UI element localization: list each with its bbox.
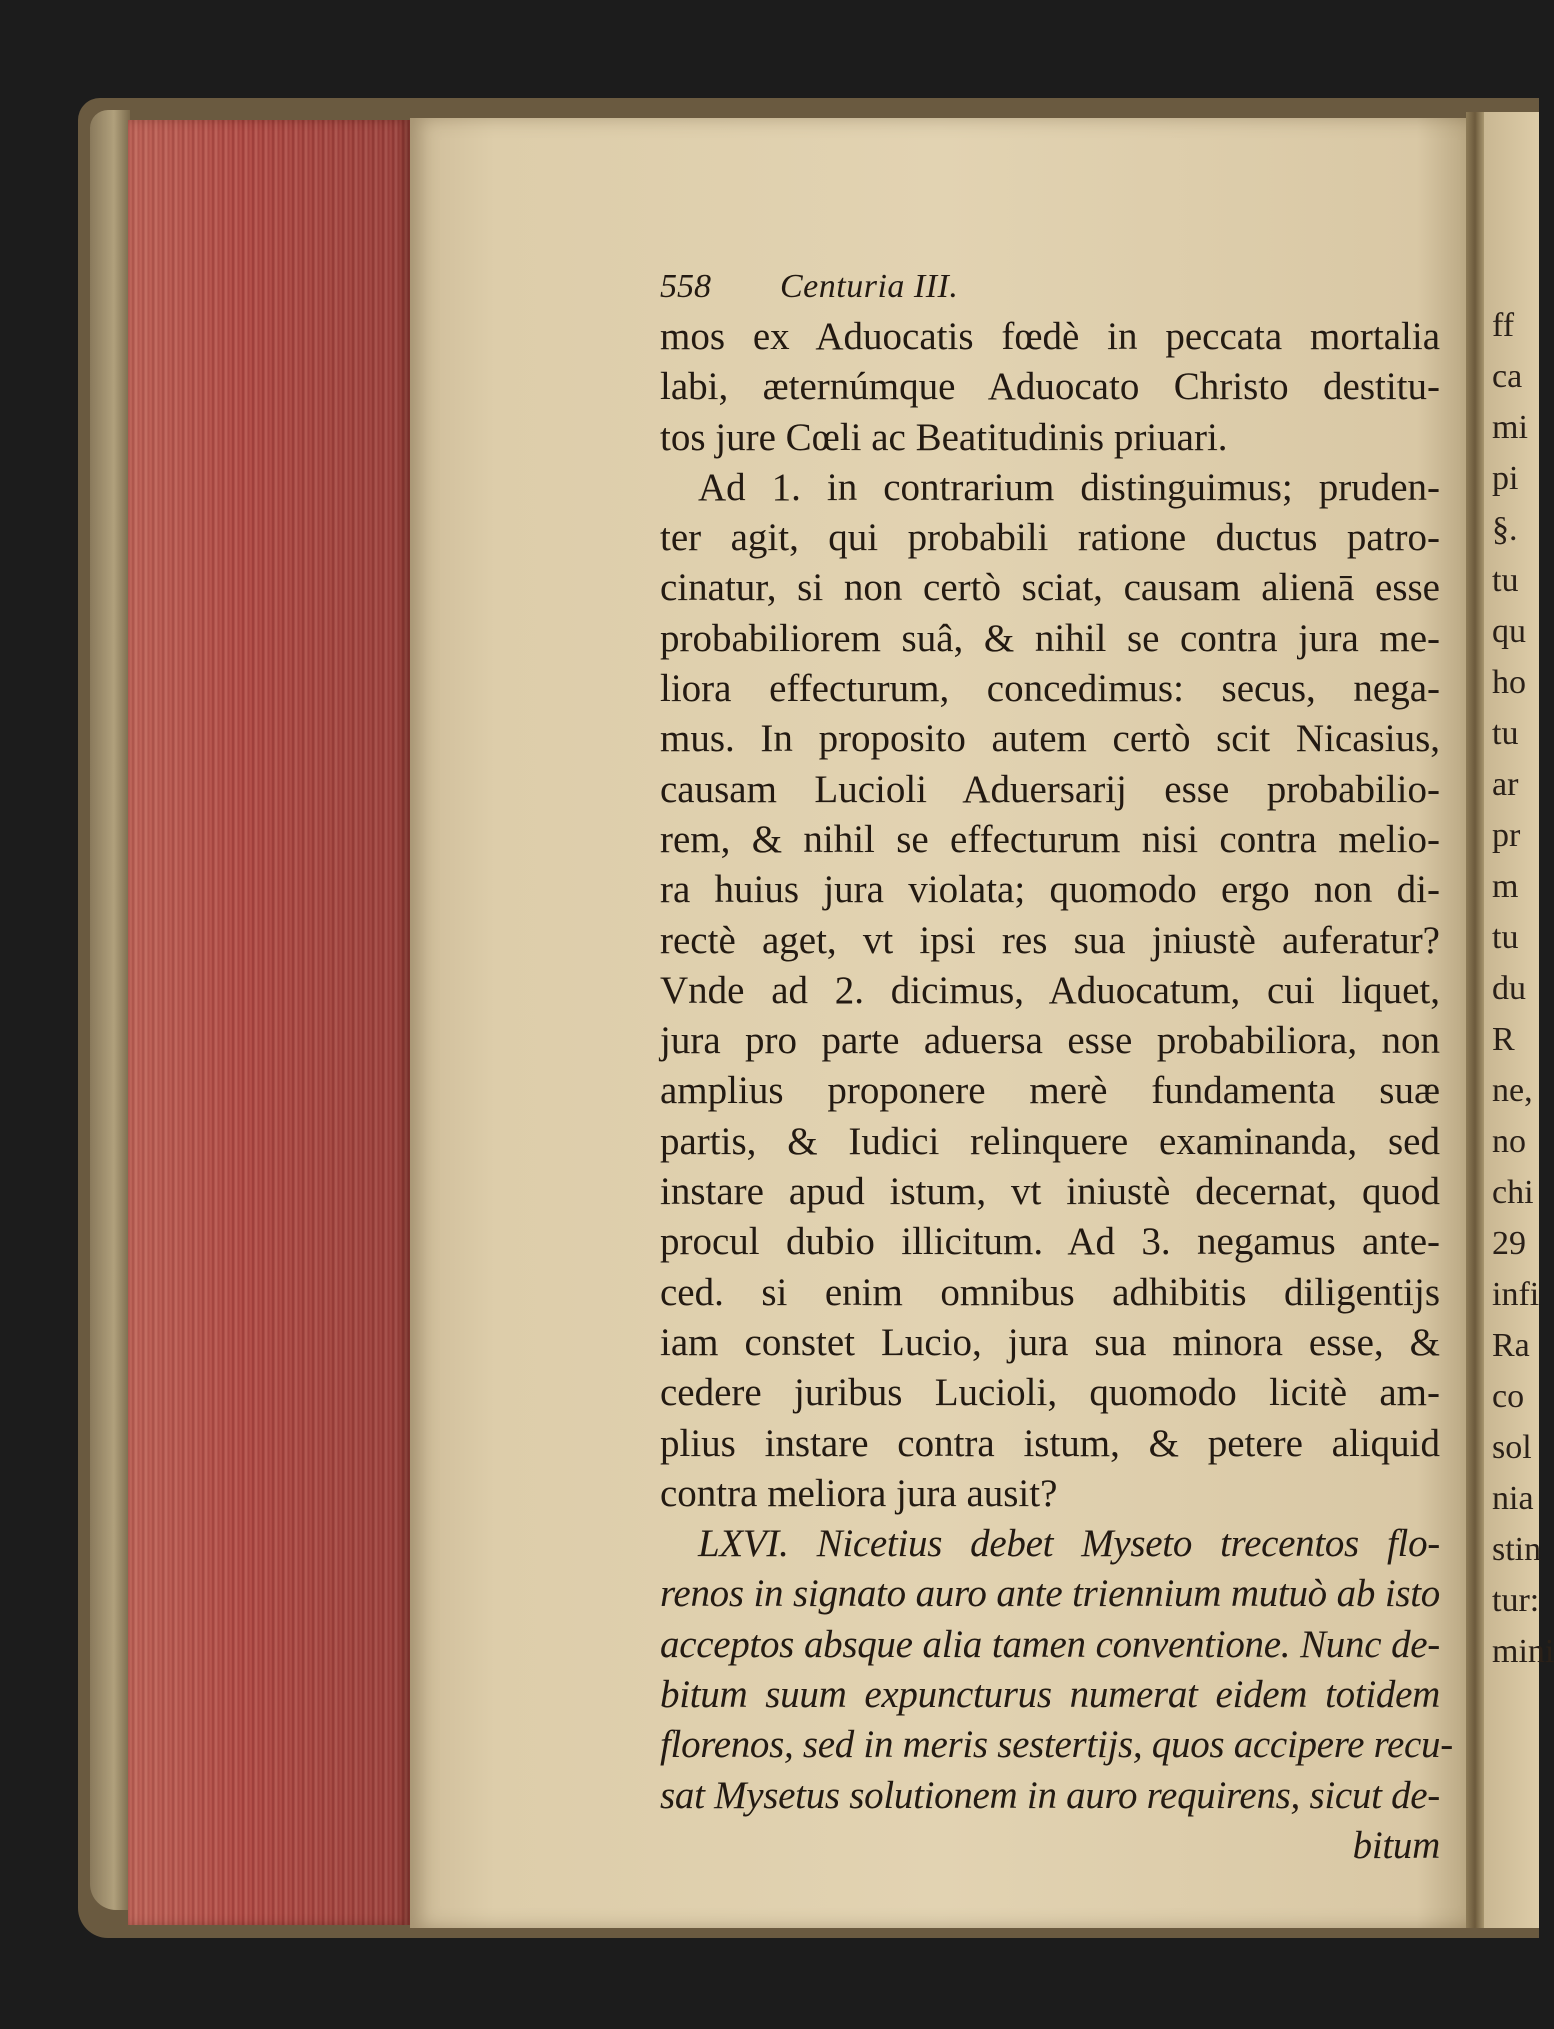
right-page-fragment: no bbox=[1492, 1123, 1526, 1160]
text-line: rem, & nihil se effecturum nisi contra melio- bbox=[660, 817, 1440, 861]
text-line: amplius proponere merè fundamenta suæ bbox=[660, 1069, 1440, 1113]
right-page-fragment: mini bbox=[1492, 1633, 1554, 1670]
right-page-fragment: ca bbox=[1492, 358, 1523, 395]
text-line: rectè aget, vt ipsi res sua jniustè auferatur? bbox=[660, 918, 1440, 962]
text-line: mus. In proposito autem certò scit Nicasius, bbox=[660, 717, 1440, 761]
text-line: plius instare contra istum, & petere aliquid bbox=[660, 1421, 1440, 1465]
text-line: florenos, sed in meris sestertijs, quos accipere recu- bbox=[660, 1723, 1453, 1767]
page-number: 558 bbox=[660, 267, 711, 305]
right-page-fragment: sol bbox=[1492, 1429, 1532, 1466]
page-header bbox=[660, 258, 1440, 312]
text-line: causam Lucioli Aduersarij esse probabilio- bbox=[660, 767, 1440, 811]
text-line: iam constet Lucio, jura sua minora esse, & bbox=[660, 1320, 1440, 1364]
right-page-fragment: pr bbox=[1492, 817, 1521, 854]
right-page-fragment: chi bbox=[1492, 1174, 1534, 1211]
right-page-fragment: ar bbox=[1492, 766, 1519, 803]
text-line: partis, & Iudici relinquere examinanda, sed bbox=[660, 1119, 1440, 1163]
text-line: ra huius jura violata; quomodo ergo non di- bbox=[660, 868, 1440, 912]
text-line: instare apud istum, vt iniustè decernat, quod bbox=[660, 1170, 1440, 1214]
page-text-block bbox=[660, 258, 1453, 1871]
right-page-fragment: qu bbox=[1492, 613, 1526, 650]
text-line: probabiliorem suâ, & nihil se contra jura me- bbox=[660, 616, 1440, 660]
cover-spine-edge bbox=[90, 110, 130, 1910]
text-line: cedere juribus Lucioli, quomodo licitè am- bbox=[660, 1371, 1440, 1415]
page-fore-edge bbox=[128, 120, 410, 1925]
body-lines bbox=[660, 312, 1453, 1871]
text-line: sat Mysetus solutionem in auro requirens, sicut de- bbox=[660, 1773, 1440, 1817]
right-page-fragment: ho bbox=[1492, 664, 1526, 701]
right-page-fragment: co bbox=[1492, 1378, 1525, 1415]
text-line: Vnde ad 2. dicimus, Aduocatum, cui liquet, bbox=[660, 968, 1440, 1012]
running-title: Centuria III. bbox=[780, 267, 959, 305]
text-line: ced. si enim omnibus adhibitis diligentijs bbox=[660, 1270, 1440, 1314]
text-line: labi, æternúmque Aduocato Christo destitu- bbox=[660, 365, 1440, 409]
right-page-fragments bbox=[1492, 300, 1554, 1677]
right-page-fragment: infi bbox=[1492, 1276, 1540, 1313]
right-page-fragment: ff bbox=[1492, 307, 1515, 344]
book-gutter bbox=[1466, 112, 1484, 1928]
right-page-fragment: §. bbox=[1492, 511, 1518, 548]
right-page-fragment: 29 bbox=[1492, 1225, 1526, 1262]
right-page-fragment: tu bbox=[1492, 715, 1519, 752]
right-page-fragment: R bbox=[1492, 1021, 1515, 1058]
text-line: procul dubio illicitum. Ad 3. negamus ante- bbox=[660, 1220, 1440, 1264]
text-line: Ad 1. in contrarium distinguimus; pruden- bbox=[698, 465, 1440, 509]
right-page-fragment: ne, bbox=[1492, 1072, 1533, 1109]
right-page-fragment: tu bbox=[1492, 562, 1519, 599]
right-page-fragment: tu bbox=[1492, 919, 1519, 956]
right-page-fragment: stin bbox=[1492, 1531, 1542, 1568]
text-line: bitum bbox=[1352, 1823, 1440, 1867]
text-line: bitum suum expuncturus numerat eidem totidem bbox=[660, 1673, 1440, 1717]
text-line: acceptos absque alia tamen conventione. Nunc de- bbox=[660, 1622, 1440, 1666]
text-line: renos in signato auro ante triennium mutuò ab isto bbox=[660, 1572, 1440, 1616]
right-page-fragment: m bbox=[1492, 868, 1519, 905]
right-page-fragment: pi bbox=[1492, 460, 1519, 497]
text-line: mos ex Aduocatis fœdè in peccata mortalia bbox=[660, 315, 1440, 358]
right-page-fragment: tur: bbox=[1492, 1582, 1540, 1619]
right-page-fragment: du bbox=[1492, 970, 1526, 1007]
text-line: tos jure Cœli ac Beatitudinis priuari. bbox=[660, 415, 1228, 459]
text-line: jura pro parte aduersa esse probabiliora, non bbox=[660, 1019, 1440, 1063]
text-line: liora effecturum, concedimus: secus, nega- bbox=[660, 667, 1440, 711]
text-line: cinatur, si non certò sciat, causam alienā esse bbox=[660, 566, 1440, 610]
text-line: LXVI. Nicetius debet Myseto trecentos flo- bbox=[698, 1522, 1440, 1566]
right-page-fragment: Ra bbox=[1492, 1327, 1530, 1364]
text-line: contra meliora jura ausit? bbox=[660, 1471, 1058, 1515]
right-page-fragment: mi bbox=[1492, 409, 1528, 446]
text-line: ter agit, qui probabili ratione ductus patro- bbox=[660, 516, 1440, 560]
right-page-fragment: nia bbox=[1492, 1480, 1534, 1517]
